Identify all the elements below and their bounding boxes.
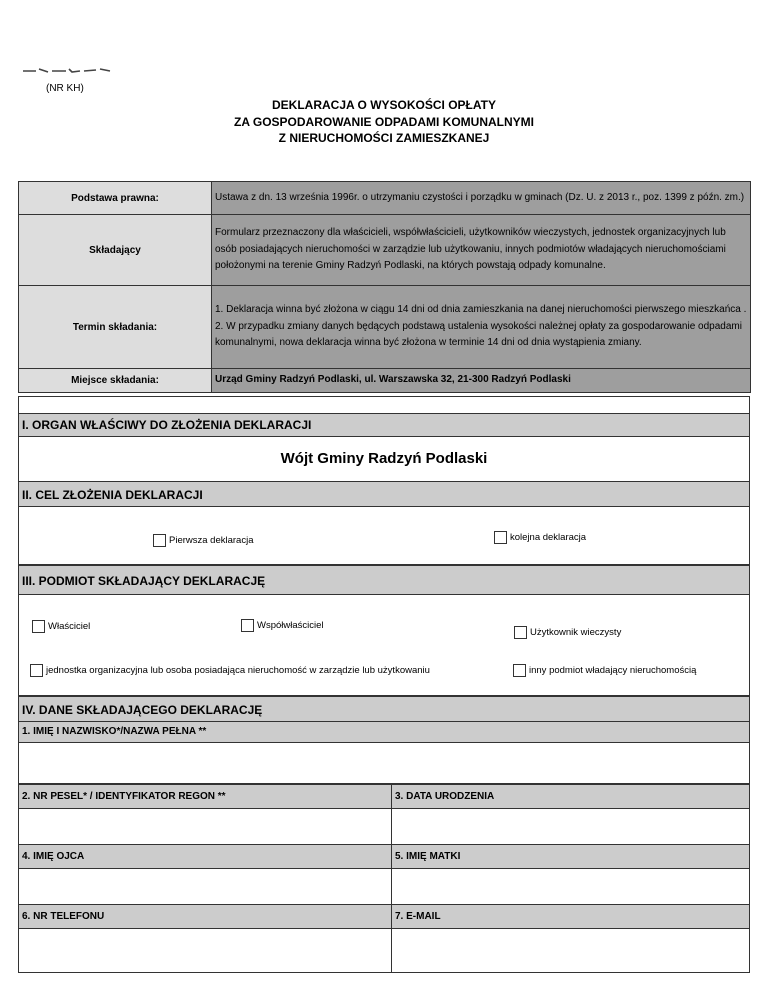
field-name-input[interactable]: [18, 742, 750, 784]
field-birthdate-input[interactable]: [392, 809, 750, 845]
field-phone-input[interactable]: [19, 929, 392, 973]
checkbox-next-declaration[interactable]: [494, 531, 586, 544]
checkbox-box[interactable]: [494, 531, 507, 544]
data-grid: [18, 784, 750, 973]
handwritten-mark: [22, 66, 114, 74]
checkbox-box[interactable]: [241, 619, 254, 632]
field-birthdate-label: 3. DATA URODZENIA: [392, 785, 750, 809]
checkbox-label: Współwłaściciel: [257, 620, 324, 631]
section-4-heading: IV. DANE SKŁADAJĄCEGO DEKLARACJĘ: [18, 696, 750, 722]
checkbox-label: Pierwsza deklaracja: [169, 535, 254, 546]
checkbox-org-unit[interactable]: [30, 664, 430, 677]
checkbox-perpetual-user[interactable]: [514, 626, 621, 639]
checkbox-label: jednostka organizacyjna lub osoba posiadająca nieruchomość w zarządzie lub użytkowaniu: [46, 665, 430, 676]
termin-value-1: 1. Deklaracja winna być złożona w ciągu 14 dni od dnia zamieszkania na danej nieruchomości pierwszego mieszkańca .: [215, 304, 747, 316]
podstawa-value: Ustawa z dn. 13 września 1996r. o utrzymaniu czystości i porządku w gminach (Dz. U. z 2013 r., poz. 1399 z późn. zm.): [212, 182, 751, 215]
checkbox-label: inny podmiot władający nieruchomością: [529, 665, 697, 676]
checkbox-co-owner[interactable]: [241, 619, 324, 632]
checkbox-first-declaration[interactable]: [153, 534, 253, 547]
section-3-heading: III. PODMIOT SKŁADAJĄCY DEKLARACJĘ: [18, 565, 750, 595]
checkbox-box[interactable]: [153, 534, 166, 547]
field-mother-label: 5. IMIĘ MATKI: [392, 845, 750, 869]
checkbox-box[interactable]: [514, 626, 527, 639]
checkbox-box[interactable]: [513, 664, 526, 677]
info-table: [18, 181, 751, 393]
termin-value-2: 2. W przypadku zmiany danych będących podstawą ustalenia wysokości należnej opłaty za gospodarowanie odpadami komunalnymi, nowa deklaracja winna być złożona w terminie 14 dni od dnia wystąpienia zmiany.: [215, 320, 742, 349]
field-pesel-label: 2. NR PESEL* / IDENTYFIKATOR REGON **: [19, 785, 392, 809]
title-line-3: Z NIERUCHOMOŚCI ZAMIESZKANEJ: [278, 131, 490, 145]
section-2-heading: II. CEL ZŁOŻENIA DEKLARACJI: [18, 481, 750, 507]
field-email-label: 7. E-MAIL: [392, 905, 750, 929]
checkbox-label: Użytkownik wieczysty: [530, 627, 622, 638]
termin-value: [212, 286, 751, 369]
skladajacy-value: Formularz przeznaczony dla właścicieli, współwłaścicieli, użytkowników wieczystych, jednostek organizacyjnych lub osób posiadających nieruchomości w zarządzie lub użytkowaniu, innych podmiotów władających nieruchomościami położonymi na terenie Gminy Radzyń Podlaski, na których powstają odpady komunalne.: [212, 215, 751, 286]
field-email-input[interactable]: [392, 929, 750, 973]
checkbox-box[interactable]: [30, 664, 43, 677]
miejsce-value: Urząd Gminy Radzyń Podlaski, ul. Warszawska 32, 21-300 Radzyń Podlaski: [212, 369, 751, 393]
field-mother-input[interactable]: [392, 869, 750, 905]
document-title: [0, 97, 768, 147]
podstawa-label: Podstawa prawna:: [19, 182, 212, 215]
checkbox-owner[interactable]: [32, 620, 90, 633]
checkbox-box[interactable]: [32, 620, 45, 633]
organ-name: Wójt Gminy Radzyń Podlaski: [18, 436, 750, 482]
section-2-body: [18, 506, 750, 565]
termin-label: Termin składania:: [19, 286, 212, 369]
title-line-2: ZA GOSPODAROWANIE ODPADAMI KOMUNALNYMI: [234, 114, 534, 129]
checkbox-label: Właściciel: [48, 621, 91, 632]
checkbox-other-entity[interactable]: [513, 664, 696, 677]
field-father-label: 4. IMIĘ OJCA: [19, 845, 392, 869]
section-3-body: [18, 594, 750, 696]
section-1-heading: I. ORGAN WŁAŚCIWY DO ZŁOŻENIA DEKLARACJI: [18, 413, 750, 437]
nr-kh-label: (NR KH): [46, 83, 84, 94]
field-name-label: 1. IMIĘ I NAZWISKO*/NAZWA PEŁNA **: [18, 721, 750, 743]
field-phone-label: 6. NR TELEFONU: [19, 905, 392, 929]
field-pesel-input[interactable]: [19, 809, 392, 845]
title-line-1: DEKLARACJA O WYSOKOŚCI OPŁATY: [271, 98, 496, 112]
checkbox-label: kolejna deklaracja: [510, 532, 587, 543]
field-father-input[interactable]: [19, 869, 392, 905]
miejsce-label: Miejsce składania:: [19, 369, 212, 393]
skladajacy-label: Składający: [19, 215, 212, 286]
